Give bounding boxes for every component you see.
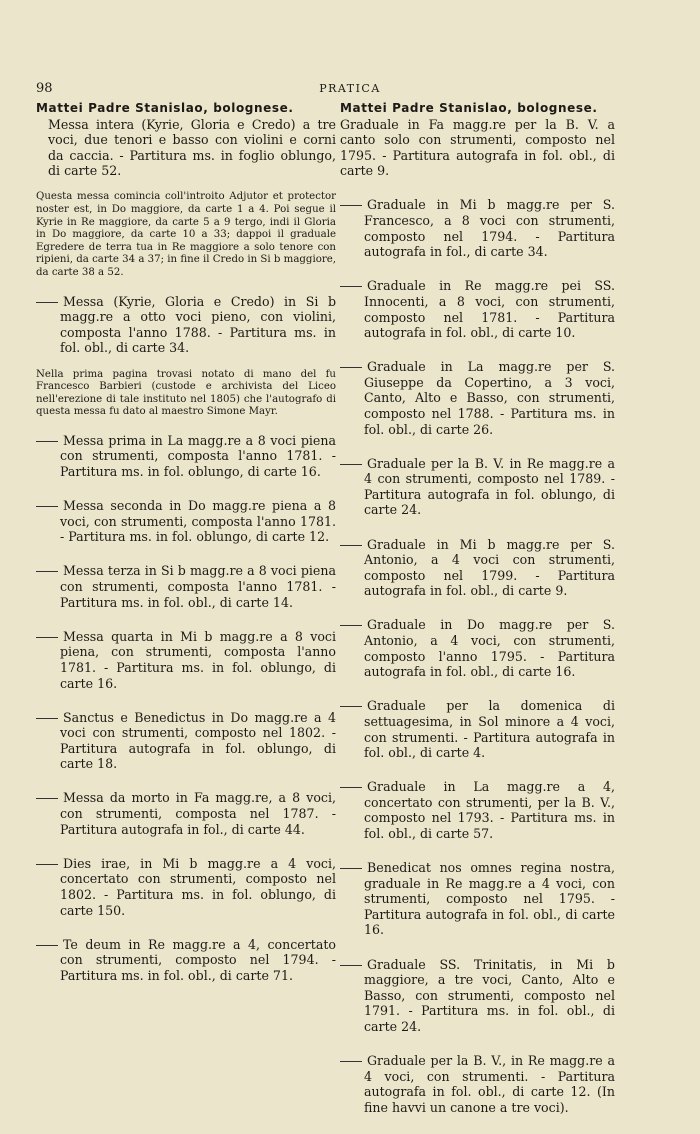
running-head: PRATICA: [319, 82, 381, 95]
ditto-dash: [340, 787, 362, 788]
catalog-entry: [36, 563, 336, 610]
page-number: 98: [36, 81, 53, 96]
entry-text: Messa intera (Kyrie, Gloria e Credo) a tre voci, due tenori e basso con violini e corni da caccia. - Partitura ms. in foglio oblungo, di carte 52.: [48, 116, 336, 179]
catalog-note: Questa messa comincia coll'introito Adjutor et protector noster est, in Do maggiore, da carte 1 a 4. Poi segue il Kyrie in Re maggiore, da carte 5 a 9 tergo, indi il Gloria in Do maggiore, da carte 10 a 33; dappoi il graduale Egredere de terra tua in Re maggiore a solo tenore con ripieni, da carte 34 a 37; in fine il Credo in Si b maggiore, da carte 38 a 52.: [36, 191, 336, 279]
ditto-dash: [340, 625, 362, 626]
ditto-dash: [36, 571, 58, 572]
entry-text: Messa (Kyrie, Gloria e Credo) in Si b magg.re a otto voci pieno, con violini, composta l'anno 1788. - Partitura ms. in fol. obl., di carte 34.: [60, 293, 336, 356]
catalog-entry: [340, 197, 615, 259]
ditto-dash: [340, 706, 362, 707]
entry-text: Messa terza in Si b magg.re a 8 voci piena con strumenti, composta l'anno 1781. - Partitura ms. in fol. obl., di carte 14.: [60, 563, 336, 610]
ditto-dash: [340, 868, 362, 869]
composer-heading: Mattei Padre Stanislao, bolognese.: [36, 101, 294, 115]
catalog-note: Nella prima pagina trovasi notato di mano del fu Francesco Barbieri (custode e archivista del Liceo nell'erezione di tale instituto nel 1805) che l'autografo di questa messa fu dato al maestro Simone Mayr.: [36, 368, 336, 418]
entry-text: Graduale per la domenica di settuagesima, in Sol minore a 4 voci, con strumenti. - Partitura autografa in fol. obl., di carte 4.: [364, 698, 615, 761]
entry-text: Dies irae, in Mi b magg.re a 4 voci, concertato con strumenti, composto nel 1802. - Partitura ms. in fol. oblungo, di carte 150.: [60, 855, 336, 918]
ditto-dash: [340, 205, 362, 206]
catalog-entry: [340, 456, 615, 518]
catalog-entry: [36, 433, 336, 480]
catalog-entry: [36, 498, 336, 545]
catalog-entry: [340, 278, 615, 340]
entry-text: Sanctus e Benedictus in Do magg.re a 4 voci con strumenti, composto nel 1802. - Partitura autografa in fol. oblungo, di carte 18.: [60, 709, 336, 772]
entry-text: Messa prima in La magg.re a 8 voci piena con strumenti, composta l'anno 1781. - Partitura ms. in fol. oblungo, di carte 16.: [60, 432, 336, 480]
entry-text: Graduale in Do magg.re per S. Antonio, a 4 voci, con strumenti, composto l'anno 1795. - Partitura autografa in fol. obl., di carte 16.: [364, 617, 615, 680]
ditto-dash: [340, 1061, 362, 1062]
ditto-dash: [340, 464, 362, 465]
catalog-entry: [340, 359, 615, 437]
catalog-entry: [340, 537, 615, 599]
entry-text: Messa seconda in Do magg.re piena a 8 voci, con strumenti, composta l'anno 1781. - Partitura ms. in fol. oblungo, di carte 12.: [60, 498, 336, 545]
catalog-entry: [340, 860, 615, 938]
catalog-entry: [36, 710, 336, 772]
composer-heading: Mattei Padre Stanislao, bolognese.: [340, 101, 598, 115]
ditto-dash: [36, 864, 58, 865]
entry-text: Graduale in Re magg.re pei SS. Innocenti, a 8 voci, con strumenti, composto nel 1781. - Partitura autografa in fol. obl., di carte 10.: [364, 278, 615, 341]
entry-text: Graduale SS. Trinitatis, in Mi b maggiore, a tre voci, Canto, Alto e Basso, con strumenti, composto nel 1791. - Partitura ms. in fol. obl., di carte 24.: [364, 956, 615, 1034]
ditto-dash: [340, 965, 362, 966]
ditto-dash: [36, 718, 58, 719]
entry-text: Graduale in La magg.re per S. Giuseppe da Copertino, a 3 voci, Canto, Alto e Basso, con strumenti, composto nel 1788. - Partitura ms. in fol. obl., di carte 26.: [364, 359, 615, 437]
ditto-dash: [36, 945, 58, 946]
catalog-entry: [36, 790, 336, 837]
right-column: [340, 101, 615, 1134]
ditto-dash: [36, 441, 58, 442]
ditto-dash: [340, 545, 362, 546]
catalog-entry: [36, 629, 336, 691]
catalog-entry: [36, 294, 336, 356]
entry-text: Graduale per la B. V. in Re magg.re a 4 con strumenti, composto nel 1789. - Partitura autografa in fol. oblungo, di carte 24.: [364, 455, 615, 518]
left-column: [36, 101, 336, 1002]
entry-text: Benedicat nos omnes regina nostra, graduale in Re magg.re a 4 voci, con strumenti, composto nel 1795. - Partitura autografa in fol. obl., di carte 16.: [364, 860, 615, 938]
catalog-entry: [340, 1053, 615, 1115]
entry-text: Graduale in Mi b magg.re per S. Antonio, a 4 voci con strumenti, composto nel 1799. - Partitura autografa in fol. obl., di carte 9.: [364, 536, 615, 599]
ditto-dash: [36, 302, 58, 303]
catalog-entry: [36, 937, 336, 984]
catalog-entry: [36, 856, 336, 918]
entry-text: Graduale in Fa magg.re per la B. V. a canto solo con strumenti, composto nel 1795. - Partitura autografa in fol. obl., di carte 9.: [340, 116, 615, 179]
ditto-dash: [36, 506, 58, 507]
entry-text: Graduale per la B. V., in Re magg.re a 4 voci, con strumenti. - Partitura autografa in fol. obl., di carte 12. (In fine havvi un canone a tre voci).: [364, 1053, 615, 1115]
catalog-entry: [340, 957, 615, 1035]
ditto-dash: [340, 367, 362, 368]
entry-text: Messa da morto in Fa magg.re, a 8 voci, con strumenti, composta nel 1787. - Partitura autografa in fol., di carte 44.: [60, 790, 336, 837]
catalog-entry: [340, 101, 615, 179]
entry-text: Graduale in La magg.re a 4, concertato con strumenti, per la B. V., composto nel 1793. - Partitura ms. in fol. obl., di carte 57.: [364, 779, 615, 841]
catalog-entry: [36, 101, 336, 179]
catalog-entry: [340, 779, 615, 841]
entry-text: Messa quarta in Mi b magg.re a 8 voci piena, con strumenti, composta l'anno 1781. - Partitura ms. in fol. oblungo, di carte 16.: [60, 628, 336, 691]
ditto-dash: [36, 637, 58, 638]
ditto-dash: [340, 286, 362, 287]
entry-text: Graduale in Mi b magg.re per S. Francesco, a 8 voci con strumenti, composto nel 1794. - Partitura autografa in fol., di carte 34.: [364, 197, 615, 260]
entry-text: Te deum in Re magg.re a 4, concertato con strumenti, composto nel 1794. - Partitura ms. in fol. obl., di carte 71.: [60, 936, 336, 983]
catalog-entry: [340, 617, 615, 679]
ditto-dash: [36, 798, 58, 799]
catalog-entry: [340, 698, 615, 760]
